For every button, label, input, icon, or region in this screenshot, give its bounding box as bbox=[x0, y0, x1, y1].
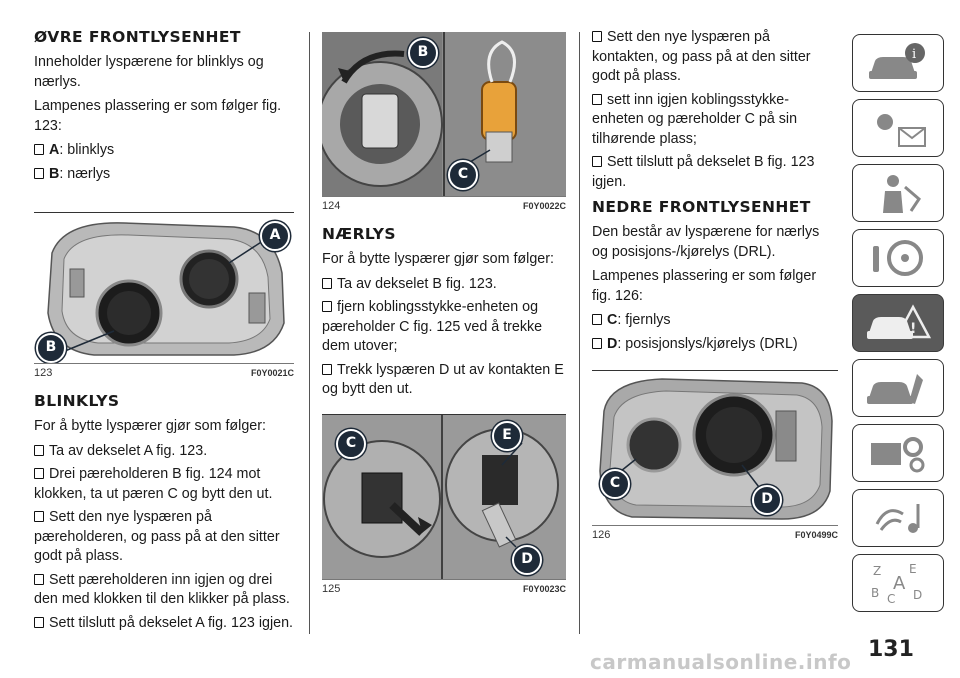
checkbox-bullet-icon bbox=[322, 364, 332, 375]
step-item bbox=[322, 298, 566, 357]
step-item bbox=[34, 442, 294, 462]
callout-d: D bbox=[512, 545, 542, 575]
step-item bbox=[34, 614, 294, 634]
svg-text:B: B bbox=[871, 586, 880, 600]
tab-car-info[interactable] bbox=[852, 34, 944, 92]
step-text: Ta av dekselet B fig. 123. bbox=[337, 275, 497, 292]
column-divider bbox=[309, 32, 310, 634]
callout-a: A bbox=[260, 221, 290, 251]
figure-code: F0Y0499C bbox=[794, 530, 838, 540]
step-item bbox=[34, 571, 294, 610]
tab-emergency[interactable] bbox=[852, 294, 944, 352]
figure-caption bbox=[592, 525, 838, 542]
callout-c: C bbox=[600, 469, 630, 499]
svg-text:i: i bbox=[912, 47, 917, 62]
callout-d: D bbox=[752, 485, 782, 515]
figure-125-image bbox=[322, 414, 566, 579]
paragraph: Lampenes plassering er som følger fig. 123: bbox=[34, 98, 282, 134]
figure-number: 123 bbox=[34, 367, 53, 379]
svg-text:C: C bbox=[887, 592, 896, 606]
safety-airbag-icon bbox=[863, 169, 933, 217]
figure-caption bbox=[34, 363, 294, 380]
step-text: Trekk lyspæren D ut av kontakten E og bytt den ut. bbox=[322, 361, 564, 397]
step-text: fjern koblingsstykke-enheten og pæreholder C fig. 125 ved å trekke dem utover; bbox=[322, 299, 543, 354]
column-3 bbox=[592, 28, 838, 550]
step-item bbox=[34, 465, 294, 504]
technical-data-icon bbox=[863, 429, 933, 477]
paragraph: For å bytte lyspærer gjør som følger: bbox=[322, 251, 554, 267]
step-item bbox=[592, 153, 838, 192]
svg-text:E: E bbox=[909, 562, 917, 576]
paragraph: Lampenes plassering er som følger fig. 126: bbox=[592, 268, 817, 304]
tab-technical-data[interactable] bbox=[852, 424, 944, 482]
step-item bbox=[34, 508, 294, 567]
list-item bbox=[34, 141, 294, 161]
paragraph: Den består av lyspærene for nærlys og posisjons-/kjørelys (DRL). bbox=[592, 224, 820, 260]
list-item bbox=[592, 311, 838, 331]
figure-caption bbox=[322, 579, 566, 596]
list-item-text: : posisjonslys/kjørelys (DRL) bbox=[617, 335, 798, 352]
svg-text:D: D bbox=[913, 588, 923, 602]
heading-ovre-frontlysenhet: ØVRE FRONTLYSENHET bbox=[34, 28, 241, 46]
heading-nedre-frontlysenhet: NEDRE FRONTLYSENHET bbox=[592, 198, 811, 216]
headlamp-lower-illustration bbox=[592, 371, 838, 525]
callout-c: C bbox=[448, 160, 478, 190]
checkbox-bullet-icon bbox=[34, 168, 44, 179]
list-item-label: B bbox=[49, 165, 60, 182]
tab-dashboard-warning[interactable] bbox=[852, 99, 944, 157]
figure-126-image bbox=[592, 370, 838, 525]
checkbox-bullet-icon bbox=[34, 445, 44, 456]
list-item-text: : nærlys bbox=[59, 165, 111, 182]
figure-number: 126 bbox=[592, 529, 611, 541]
svg-text:!: ! bbox=[910, 321, 917, 337]
column-1 bbox=[34, 28, 294, 637]
checkbox-bullet-icon bbox=[592, 31, 602, 42]
checkbox-bullet-icon bbox=[34, 617, 44, 628]
watermark: carmanualsonline.info bbox=[590, 650, 852, 674]
figure-123-image bbox=[34, 212, 294, 363]
figure-125 bbox=[322, 414, 566, 596]
step-item bbox=[592, 28, 838, 87]
checkbox-bullet-icon bbox=[322, 301, 332, 312]
turn-signal-bulb-illustration bbox=[322, 32, 566, 196]
emergency-car-icon bbox=[863, 299, 933, 347]
figure-124 bbox=[322, 32, 566, 213]
tab-multimedia[interactable] bbox=[852, 489, 944, 547]
figure-caption bbox=[322, 196, 566, 213]
figure-number: 125 bbox=[322, 582, 341, 595]
figure-code: F0Y0021C bbox=[250, 368, 294, 378]
checkbox-bullet-icon bbox=[34, 468, 44, 479]
figure-123 bbox=[34, 212, 294, 380]
maintenance-car-icon bbox=[863, 364, 933, 412]
tab-starting-driving[interactable] bbox=[852, 229, 944, 287]
list-item-label: D bbox=[607, 335, 618, 352]
list-item-label: C bbox=[607, 312, 618, 328]
paragraph: For å bytte lyspærer gjør som følger: bbox=[34, 418, 266, 434]
step-text: Drei pæreholderen B fig. 124 mot klokken, ta ut pæren C og bytt den ut. bbox=[34, 466, 273, 502]
step-text: Ta av dekselet A fig. 123. bbox=[49, 442, 208, 459]
index-letters-icon bbox=[863, 559, 933, 607]
tab-index[interactable] bbox=[852, 554, 944, 612]
headlamp-upper-illustration bbox=[34, 213, 294, 363]
step-text: Sett tilslutt på dekselet A fig. 123 igjen. bbox=[49, 614, 293, 631]
svg-text:A: A bbox=[893, 573, 906, 594]
checkbox-bullet-icon bbox=[592, 94, 602, 105]
checkbox-bullet-icon bbox=[34, 574, 44, 585]
callout-b: B bbox=[408, 38, 438, 68]
figure-number: 124 bbox=[322, 200, 341, 212]
figure-code: F0Y0023C bbox=[522, 583, 566, 594]
page-number: 131 bbox=[868, 637, 914, 662]
figure-code: F0Y0022C bbox=[522, 201, 566, 211]
multimedia-icon bbox=[863, 494, 933, 542]
callout-e: E bbox=[492, 421, 522, 451]
step-text: Sett tilslutt på dekselet B fig. 123 igjen. bbox=[592, 154, 815, 190]
checkbox-bullet-icon bbox=[34, 144, 44, 155]
dashboard-warning-icon bbox=[863, 104, 933, 152]
callout-b: B bbox=[36, 333, 66, 363]
checkbox-bullet-icon bbox=[592, 156, 602, 167]
heading-blinklys: BLINKLYS bbox=[34, 392, 120, 410]
checkbox-bullet-icon bbox=[322, 278, 332, 289]
heading-naerlys: NÆRLYS bbox=[322, 225, 396, 243]
list-item bbox=[34, 165, 294, 185]
callout-c: C bbox=[336, 429, 366, 459]
car-info-icon bbox=[863, 39, 933, 87]
step-item bbox=[322, 361, 566, 400]
tab-maintenance[interactable] bbox=[852, 359, 944, 417]
list-item-text: : blinklys bbox=[59, 142, 115, 158]
column-divider bbox=[579, 32, 580, 634]
checkbox-bullet-icon bbox=[592, 314, 602, 325]
tab-safety[interactable] bbox=[852, 164, 944, 222]
step-item bbox=[592, 91, 838, 150]
svg-text:Z: Z bbox=[873, 564, 882, 578]
list-item-text: : fjernlys bbox=[617, 312, 671, 328]
step-item bbox=[322, 275, 566, 295]
column-2 bbox=[322, 32, 566, 604]
checkbox-bullet-icon bbox=[34, 511, 44, 522]
step-text: sett inn igjen koblingsstykke-enheten og pæreholder C på sin tilhørende plass; bbox=[592, 91, 798, 147]
step-text: Sett den nye lyspæren på pæreholderen, og pass på at den sitter godt på plass. bbox=[34, 509, 280, 564]
step-text: Sett pæreholderen inn igjen og drei den med klokken til den klikker på plass. bbox=[34, 571, 290, 607]
steering-wheel-key-icon bbox=[863, 234, 933, 282]
figure-124-image bbox=[322, 32, 566, 196]
list-item bbox=[592, 335, 838, 355]
list-item-label: A bbox=[49, 142, 60, 158]
chapter-sidebar bbox=[852, 34, 944, 619]
step-text: Sett den nye lyspæren på kontakten, og pass på at den sitter godt på plass. bbox=[592, 29, 811, 84]
figure-126 bbox=[592, 370, 838, 542]
checkbox-bullet-icon bbox=[592, 338, 602, 349]
paragraph: Inneholder lyspærene for blinklys og nærlys. bbox=[34, 54, 264, 90]
